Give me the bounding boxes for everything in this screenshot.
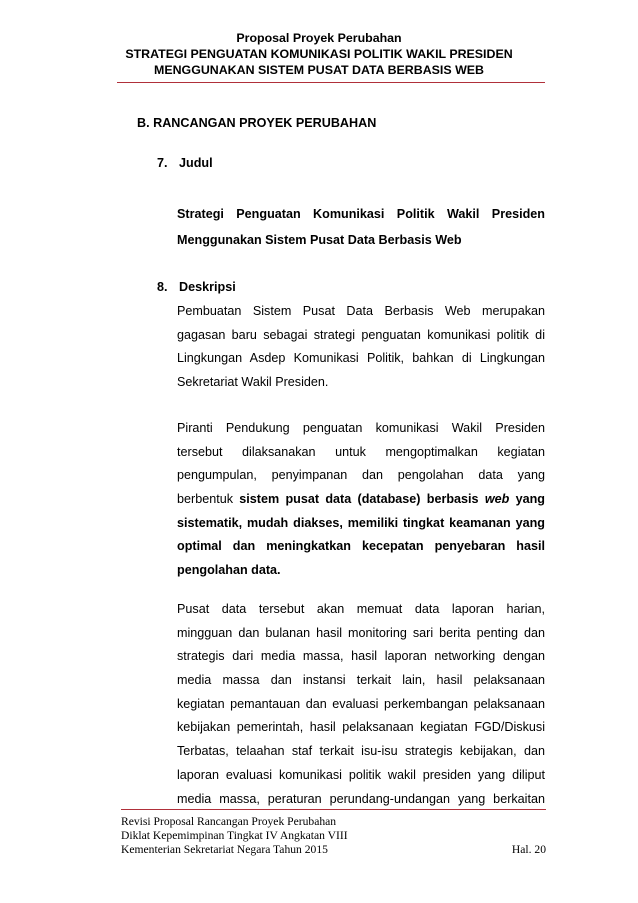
- paragraph-line: Pembuatan Sistem Pusat Data Berbasis Web merupakan: [177, 304, 545, 318]
- text-run-bold: sistem pusat data (database) berbasis: [239, 492, 485, 507]
- item-8-paragraph-3: [177, 598, 545, 811]
- paragraph-line: [177, 488, 545, 512]
- paragraph-line: optimal dan meningkatkan kecepatan penyebaran hasil: [177, 539, 545, 554]
- item-7-title: Judul: [179, 156, 213, 170]
- paragraph-line: gagasan baru sebagai strategi penguatan komunikasi politik di: [177, 327, 545, 342]
- page-header: [0, 30, 638, 78]
- item-8-paragraph-1: [177, 300, 545, 395]
- item-7-number: 7.: [157, 156, 168, 170]
- item-8-paragraph-2: [177, 417, 545, 583]
- item-7-body: [177, 201, 545, 253]
- text-run: berbentuk: [177, 492, 240, 507]
- paragraph-line: kebijakan pemerintah, hasil pelaksanaan kegiatan FGD/Diskusi: [177, 720, 545, 735]
- paragraph-line: Sekretariat Wakil Presiden.: [177, 375, 329, 390]
- footer-rule: [121, 809, 546, 810]
- section-title: B. RANCANGAN PROYEK PERUBAHAN: [137, 116, 377, 130]
- item-8-heading: [157, 280, 236, 294]
- paragraph-line: tersebut dilaksanakan untuk mengoptimalkan kegiatan: [177, 444, 545, 459]
- paragraph-line: sistematik, mudah diakses, memiliki tingkat keamanan yang: [177, 515, 545, 530]
- footer-line-2: Diklat Kepemimpinan Tingkat IV Angkatan VIII: [121, 829, 348, 842]
- paragraph-line: kegiatan pemantauan dan evaluasi perkembangan pelaksanaan: [177, 696, 545, 711]
- paragraph-line: Lingkungan Asdep Komunikasi Politik, bahkan di Lingkungan: [177, 351, 545, 366]
- footer-line-1: Revisi Proposal Rancangan Proyek Perubahan: [121, 815, 337, 828]
- footer-line-3: Kementerian Sekretariat Negara Tahun 2015: [121, 843, 328, 856]
- header-line-1: Proposal Proyek Perubahan: [236, 31, 402, 45]
- text-run-bold-italic: web: [484, 492, 510, 507]
- item-8-title: Deskripsi: [179, 280, 236, 294]
- text-run-bold: yang: [509, 492, 545, 507]
- paragraph-line: media massa dan instansi terkait lain, hasil pelaksanaan: [177, 673, 545, 688]
- paragraph-line: Piranti Pendukung penguatan komunikasi Wakil Presiden: [177, 421, 545, 435]
- item-7-heading: [157, 156, 213, 170]
- paragraph-line: laporan evaluasi komunikasi politik wakil presiden yang diliput: [177, 767, 545, 782]
- paragraph-line: pengumpulan, penyimpanan dan pengolahan data yang: [177, 468, 545, 483]
- paragraph-line: media massa, peraturan perundang-undangan yang berkaitan: [177, 791, 545, 806]
- header-line-3: MENGGUNAKAN SISTEM PUSAT DATA BERBASIS WEB: [154, 63, 484, 77]
- paragraph-line: strategis dari media massa, hasil laporan networking dengan: [177, 649, 545, 664]
- paragraph-line: pengolahan data.: [177, 563, 281, 578]
- paragraph-line: Pusat data tersebut akan memuat data laporan harian,: [177, 602, 545, 616]
- header-line-2: STRATEGI PENGUATAN KOMUNIKASI POLITIK WAKIL PRESIDEN: [125, 47, 513, 61]
- item-7-line: Menggunakan Sistem Pusat Data Berbasis Web: [177, 233, 462, 247]
- page-footer: [121, 815, 546, 857]
- paragraph-line: mingguan dan bulanan hasil monitoring sari berita penting dan: [177, 625, 545, 640]
- paragraph-line: Terbatas, telaahan staf terkait isu-isu strategis kebijakan, dan: [177, 744, 545, 759]
- item-8-number: 8.: [157, 280, 168, 294]
- item-7-line: Strategi Penguatan Komunikasi Politik Wakil Presiden: [177, 207, 545, 221]
- header-rule: [117, 82, 545, 83]
- page-number: Hal. 20: [511, 843, 546, 856]
